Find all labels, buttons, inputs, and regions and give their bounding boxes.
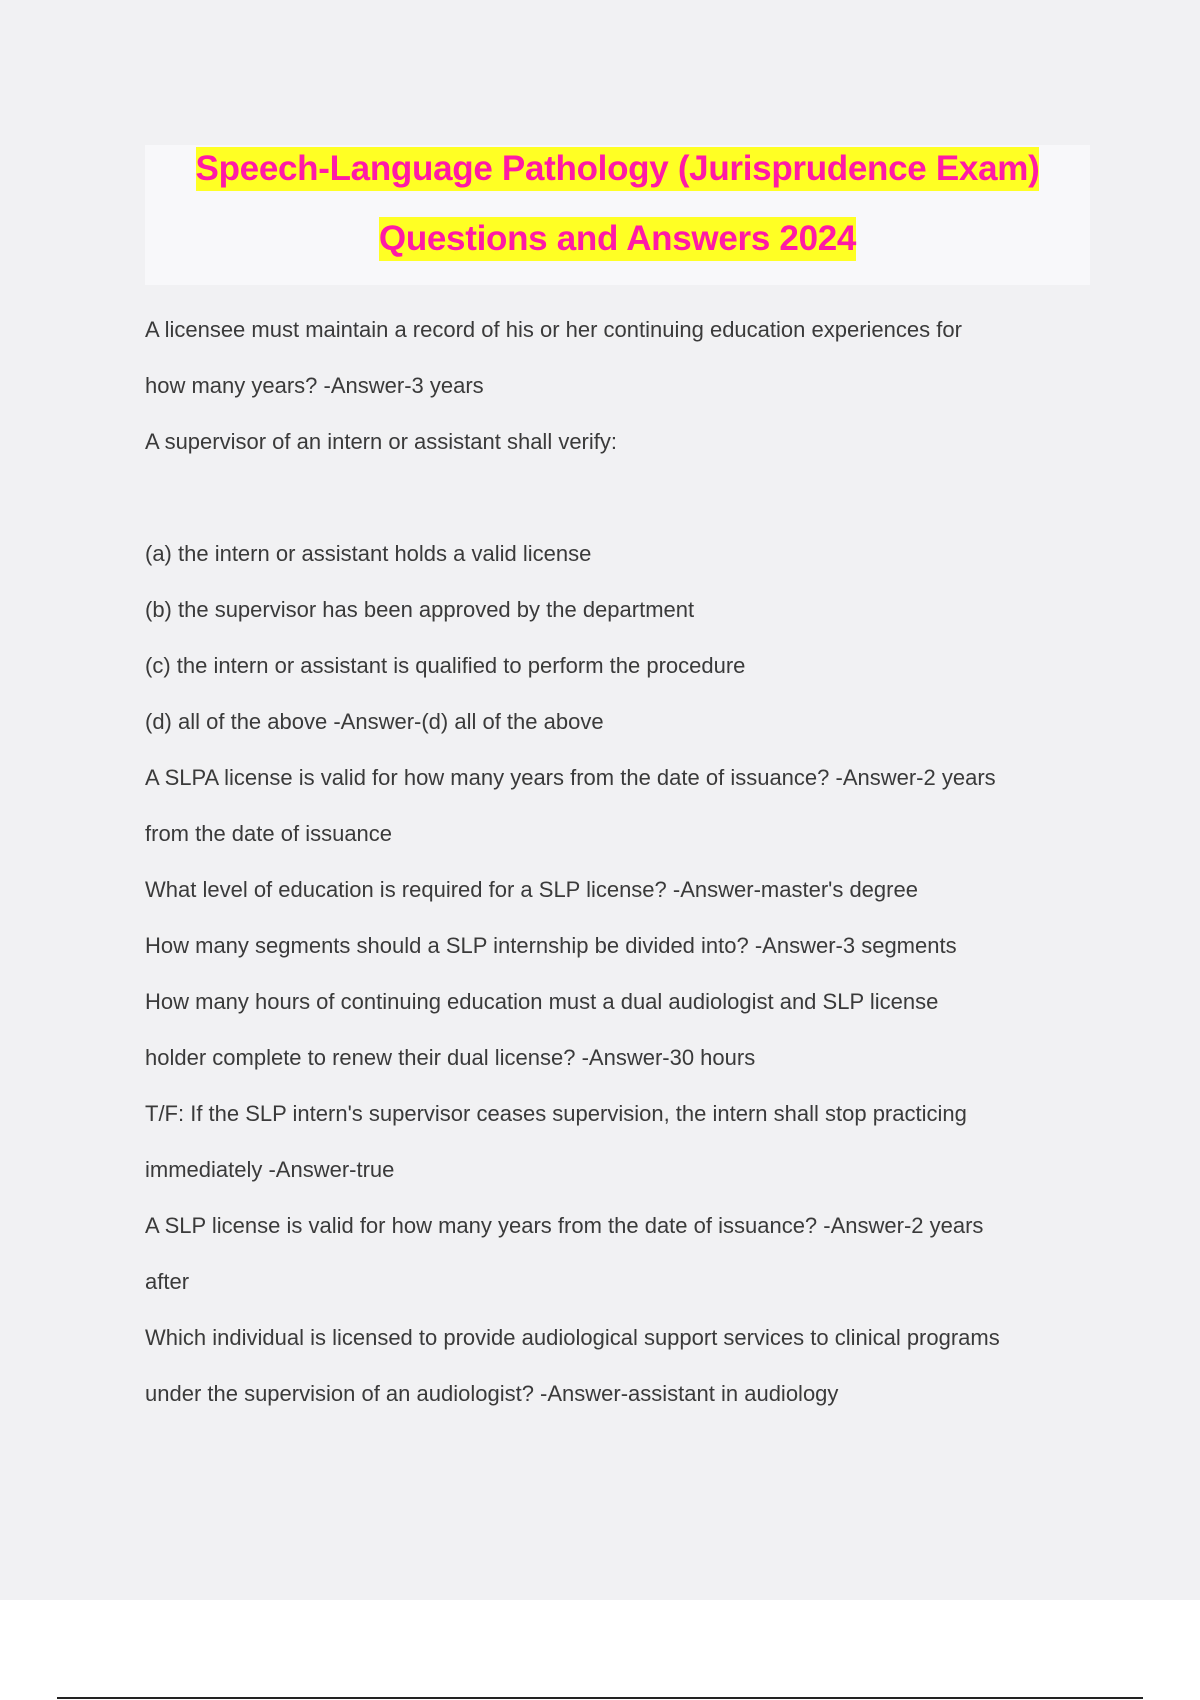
text-line: A SLPA license is valid for how many years from the date of issuance? -Answer-2 years [145, 765, 996, 790]
title-block [145, 145, 1090, 285]
text-line: holder complete to renew their dual license? -Answer-30 hours [145, 1045, 756, 1070]
text-line: T/F: If the SLP intern's supervisor ceases supervision, the intern shall stop practicing [145, 1101, 967, 1126]
text-line: A licensee must maintain a record of his or her continuing education experiences for [145, 317, 962, 342]
text-line: A supervisor of an intern or assistant shall verify: [145, 429, 617, 454]
text-line: under the supervision of an audiologist? -Answer-assistant in audiology [145, 1381, 839, 1406]
text-line: (d) all of the above -Answer-(d) all of the above [145, 709, 604, 734]
text-line: What level of education is required for a SLP license? -Answer-master's degree [145, 877, 918, 902]
text-line: (b) the supervisor has been approved by the department [145, 597, 695, 622]
text-line: How many hours of continuing education must a dual audiologist and SLP license [145, 989, 939, 1014]
text-line: Which individual is licensed to provide audiological support services to clinical programs [145, 1325, 1000, 1350]
blank-line [145, 470, 1095, 526]
text-line: after [145, 1269, 190, 1294]
text-line: immediately -Answer-true [145, 1157, 395, 1182]
document-body [145, 302, 1095, 1422]
document-title-line-1: Speech-Language Pathology (Jurisprudence Exam) [196, 147, 1040, 191]
text-line: from the date of issuance [145, 821, 393, 846]
text-line: (c) the intern or assistant is qualified to perform the procedure [145, 653, 746, 678]
text-line: A SLP license is valid for how many years from the date of issuance? -Answer-2 years [145, 1213, 984, 1238]
footer-divider [57, 1697, 1143, 1699]
text-line: How many segments should a SLP internship be divided into? -Answer-3 segments [145, 933, 957, 958]
document-title-line-2: Questions and Answers 2024 [379, 217, 856, 261]
text-line: (a) the intern or assistant holds a valid license [145, 541, 592, 566]
text-line: how many years? -Answer-3 years [145, 373, 484, 398]
